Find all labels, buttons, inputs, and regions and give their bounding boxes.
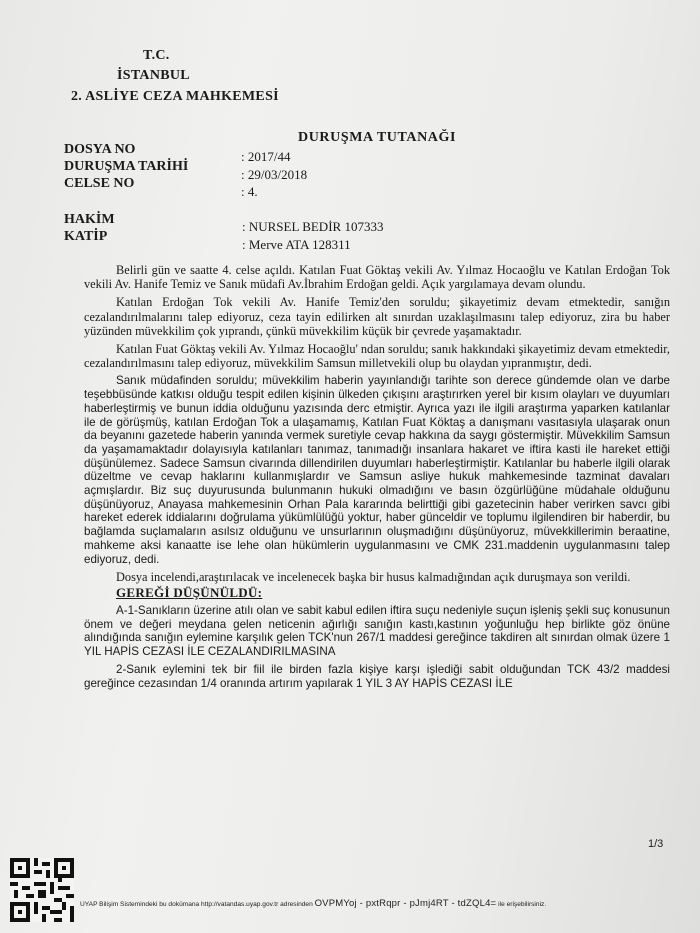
hearing-date-value: : 29/03/2018 (241, 167, 308, 182)
judge-value: : NURSEL BEDİR 107333 (242, 219, 384, 234)
paragraph-erdogan-tok: Katılan Erdoğan Tok vekili Av. Hanife Temiz'den soruldu; şikayetimiz devam etmektedir, sanığın cezalandırılmalarını talep ediyoruz, ceza tayin edilirken alt sınırdan uzaklaşılmasını talep ediyoruz, zira bu haber yüzünden müvekkilim çok yıprandı, çünkü müvekkilim küçük bir çevrede yaşamaktadır. (84, 295, 670, 338)
footer-verification-code: OVPMYoj - pxtRqpr - pJmj4RT - tdZQL4= (314, 898, 497, 909)
clerk-label: KATİP (64, 229, 108, 244)
clerk-value: : Merve ATA 128311 (242, 237, 351, 252)
footer-suffix: ile erişebilirsiniz. (498, 901, 547, 908)
qr-code-icon (10, 858, 74, 922)
page-number: 1/3 (648, 838, 664, 850)
footer-text: UYAP Bilişim Sistemindeki bu dokümana http://vatandas.uyap.gov.tr adresinden (80, 901, 313, 908)
header-tc: T.C. (143, 48, 170, 63)
hearing-date-label: DURUŞMA TARİHİ (64, 159, 189, 174)
session-number-label: CELSE NO (64, 176, 135, 191)
paragraph-closing: Dosya incelendi,araştırılacak ve incelenecek başka bir husus kalmadığından açık duruşmaya son verildi. (116, 570, 631, 585)
paragraph-defense: Sanık müdafinden soruldu; müvekkilim haberin yayınlandığı tarihte son derece gündemde olan ve darbe teşebbüsünde katkısı olduğu tespit edilen kişinin ülkeden çıkışını araştırırken yerel bir kısım olayları ve duyumları haberleştirmiş ve bunun iddia olduğunu yazısında derc etmiştir. Ayrıca yazı ile ilgili araştırma yaparken katılanlar ile de görüşmüş, katılan Erdoğan Tok a ulaşamamış, Katılan Fuat Köktaş a danışmanı vasıtasıyla ulaşarak onun da beyanını gazetede haberin yanında vermek suretiyle cevap hakkına da saygı göstermiştir. Müvekkilim Samsun da yaşamamaktadır dolayısıyla katılanları tanımaz, tanımadığı insanlara hakaret ve iftira kasti ile hareket ettiği düşünülemez. Sadece Samsun civarında dillendirilen duyumları haberleştirmiştir. Katılanlar bu haberle ilgili olarak düzeltme ve cevap haklarını kullanmışlardır ve Samsun asliye hukuk mahkemesinde tazminat davaları açmışlardır. Biz suç duyurusunda bulunmanın hukuki olmadığını ve basın özgürlüğüne müdahale olduğunu düşünüyoruz, Anayasa mahkemesinin Orhan Pala kararında belirttiği gibi gazetecinin haber verirken savcı gibi hareket ederek iddialarını doğrulama yükümlülüğü yoktur, haber günceldir ve toplumu ilgilendiren bir haberdir, bu bağlamda suçlamaların asılsız olduğunu ve unsurlarının oluşmadığını düşünüyoruz, müvekkillerimin beraatine, mahkeme aksi kanaatte ise lehe olan hükümlerin uygulanmasını ve CMK 231.maddenin uygulanmasını talep ediyoruz, dedi. (84, 374, 670, 566)
judge-label: HAKİM (64, 212, 115, 227)
decision-item-1: A-1-Sanıkların üzerine atılı olan ve sabit kabul edilen iftira suçu nedeniyle suçun işleniş şekli suç konusunun önem ve değeri meydana gelen neticenin ağırlığı sanığın kastı,kastının yoğunluğu hep birlikte göz önüne alındığında sanığın eylemine karşılık gelen TCK'nun 267/1 maddesi gereğince takdiren alt sınırdan olmak üzere 1 YIL HAPİS CEZASI İLE CEZALANDIRILMASINA (84, 603, 670, 659)
decision-heading: GEREĞİ DÜŞÜNÜLDÜ: (116, 585, 263, 601)
court-name: 2. ASLİYE CEZA MAHKEMESİ (71, 89, 279, 104)
paragraph-opening: Belirli gün ve saatte 4. celse açıldı. Katılan Fuat Göktaş vekili Av. Yılmaz Hocaoğlu ve Katılan Erdoğan Tok vekili Av. Hanife Temiz ve Sanık müdafi Av.İbrahim Erdoğan geldi. Açık yargılamaya devam olundu. (84, 263, 670, 292)
document-title: DURUŞMA TUTANAĞI (298, 130, 457, 145)
paragraph-fuat-goktas: Katılan Fuat Göktaş vekili Av. Yılmaz Hocaoğlu' ndan soruldu; sanık hakkındaki şikayetimiz devam etmektedir, cezalandırılmasını talep ediyoruz, müvekkilim Samsun milletvekili olup bu olaydan yıpranmıştır, dedi. (84, 342, 670, 371)
session-number-value: : 4. (241, 184, 258, 199)
case-number-value: : 2017/44 (241, 149, 291, 164)
header-city: İSTANBUL (117, 68, 190, 83)
case-number-label: DOSYA NO (64, 142, 136, 157)
document-body (84, 263, 670, 695)
footer-uyap-note (80, 898, 546, 909)
decision-item-2: 2-Sanık eylemini tek bir fiil ile birden fazla kişiye karşı işlediği sabit olduğundan TCK 43/2 maddesi gereğince cezasından 1/4 oranında artırım yapılarak 1 YIL 3 AY HAPİS CEZASI İLE (84, 663, 670, 691)
